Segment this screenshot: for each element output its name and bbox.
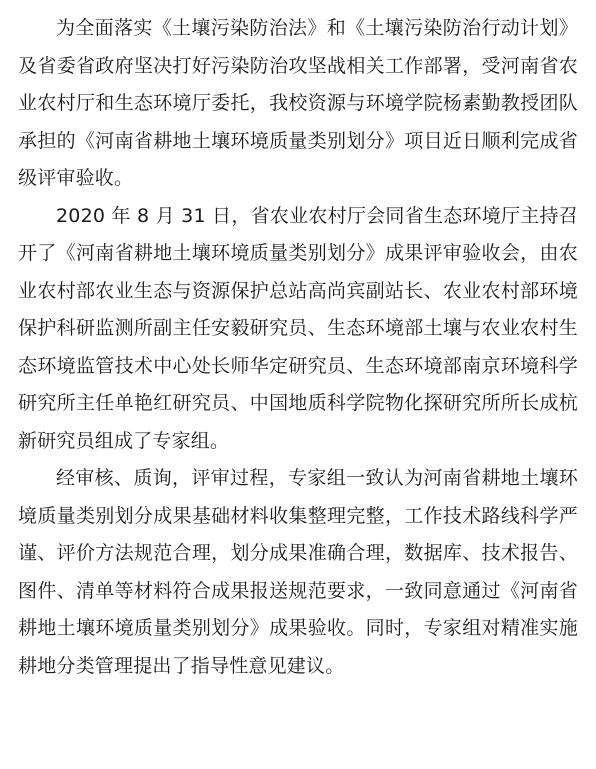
document-page bbox=[18, 10, 578, 760]
paragraph-conclusion: 经审核、质询，评审过程，专家组一致认为河南省耕地土壤环境质量类别划分成果基础材料收集整理完整，工作技术路线科学严谨、评价方法规范合理，划分成果准确合理，数据库、技术报告、图件、清单等材料符合成果报送规范要求，一致同意通过《河南省耕地土壤环境质量类别划分》成果验收。同时，专家组对精准实施耕地分类管理提出了指导性意见建议。 bbox=[18, 467, 578, 677]
paragraph-intro: 为全面落实《土壤污染防治法》和《土壤污染防治行动计划》及省委省政府坚决打好污染防治攻坚战相关工作部署，受河南省农业农村厅和生态环境厅委托，我校资源与环境学院杨素勤教授团队承担的《河南省耕地土壤环境质量类别划分》项目近日顺利完成省级评审验收。 bbox=[18, 17, 578, 189]
paragraph-meeting: 2020 年 8 月 31 日，省农业农村厅会同省生态环境厅主持召开了《河南省耕地土壤环境质量类别划分》成果评审验收会，由农业农村部农业生态与资源保护总站高尚宾副站长、农业农村部环境保护科研监测所副主任安毅研究员、生态环境部土壤与农业农村生态环境监管技术中心处长师华定研究员、生态环境部南京环境科学研究所主任单艳红研究员、中国地质科学院物化探研究所所长成杭新研究员组成了专家组。 bbox=[18, 204, 578, 452]
